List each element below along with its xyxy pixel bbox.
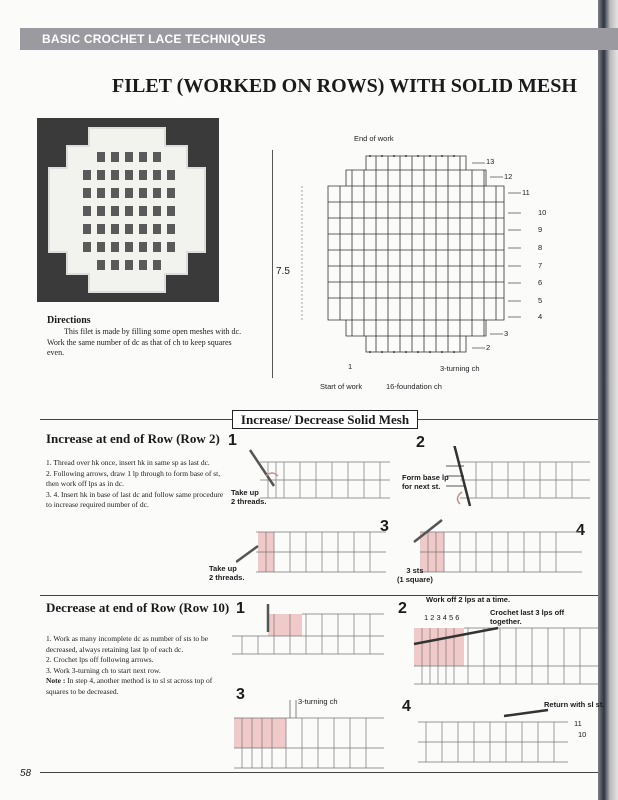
section-divider-decrease bbox=[40, 595, 598, 596]
vertical-divider bbox=[272, 150, 273, 378]
decrease-step-number-1: 1 bbox=[236, 600, 245, 617]
increase-step-number-4: 4 bbox=[576, 522, 585, 539]
increase-instructions bbox=[46, 458, 224, 511]
turning-ch-label: 3-turning ch bbox=[440, 364, 480, 373]
decrease-row-11: 11 bbox=[574, 719, 582, 728]
page-title: FILET (WORKED ON ROWS) WITH SOLID MESH bbox=[112, 75, 577, 97]
decrease-caption-counts: 1 2 3 4 5 6 bbox=[424, 613, 460, 622]
decrease-caption-return: Return with sl st. bbox=[544, 700, 605, 709]
decrease-caption-turning: 3-turning ch bbox=[298, 697, 338, 706]
row-13-label: 13 bbox=[486, 157, 495, 166]
section-header-bar bbox=[20, 28, 618, 50]
decrease-heading: Decrease at end of Row (Row 10) bbox=[46, 600, 230, 615]
decrease-row-10: 10 bbox=[578, 730, 587, 739]
row-9-label: 9 bbox=[538, 225, 543, 234]
page-edge-shadow bbox=[598, 0, 618, 800]
row-3-label: 3 bbox=[504, 329, 509, 338]
increase-step-3: 3. 4. Insert hk in base of last dc and follow same procedure to increase required number of dc. bbox=[46, 489, 224, 509]
directions-text: This filet is made by filling some open meshes with dc. Work the same number of dc as that of ch to keep squares even. bbox=[47, 327, 242, 357]
decrease-step-2: 2. Crochet lps off following arrows. bbox=[46, 655, 154, 664]
increase-caption-take-up-1: Take up 2 threads. bbox=[231, 488, 267, 506]
increase-step-2: 2. Following arrows, draw 1 lp through to form base of st, then work off lps as in dc. bbox=[46, 468, 221, 488]
start-of-work-label: Start of work bbox=[320, 382, 363, 391]
decrease-illustration-3 bbox=[234, 697, 384, 770]
decrease-step-number-3: 3 bbox=[236, 686, 245, 703]
increase-step-number-1: 1 bbox=[228, 432, 237, 449]
increase-caption-form-base: Form base lp for next st. bbox=[402, 473, 449, 491]
increase-caption-take-up-3: Take up 2 threads. bbox=[209, 564, 245, 582]
section-label: BASIC CROCHET LACE TECHNIQUES bbox=[42, 32, 266, 46]
row-4-label: 4 bbox=[538, 312, 543, 321]
row-12-label: 12 bbox=[504, 172, 513, 181]
increase-heading: Increase at end of Row (Row 2) bbox=[46, 431, 220, 446]
decrease-caption-crochet-last: Crochet last 3 lps off together. bbox=[490, 608, 565, 626]
bottom-rule bbox=[40, 772, 598, 773]
directions-heading: Directions bbox=[47, 315, 91, 326]
decrease-illustration-2 bbox=[408, 622, 598, 688]
row-7-label: 7 bbox=[538, 261, 543, 270]
increase-step-number-3: 3 bbox=[380, 518, 389, 535]
decrease-instructions bbox=[46, 634, 224, 697]
filet-chart bbox=[276, 130, 570, 395]
filet-photo bbox=[37, 118, 219, 302]
increase-illustration-3 bbox=[236, 518, 386, 584]
decrease-note-text: In step 4, another method is to sl st across top of squares to be decreased. bbox=[46, 676, 213, 696]
increase-step-number-2: 2 bbox=[416, 434, 425, 451]
decrease-illustration-1 bbox=[232, 604, 384, 668]
page-number: 58 bbox=[20, 768, 32, 779]
row-2-label: 2 bbox=[486, 343, 491, 352]
decrease-caption-work-off: Work off 2 lps at a time. bbox=[426, 595, 511, 604]
end-of-work-label: End of work bbox=[354, 134, 394, 143]
row-1-label: 1 bbox=[348, 362, 353, 371]
section-title: Increase/ Decrease Solid Mesh bbox=[232, 410, 418, 429]
decrease-note-label: Note : bbox=[46, 676, 66, 685]
size-label: 7.5 bbox=[276, 266, 290, 277]
filet-chart-grid bbox=[290, 130, 570, 395]
decrease-step-number-2: 2 bbox=[398, 600, 407, 617]
row-11-label: 11 bbox=[522, 188, 530, 197]
foundation-ch-label: 16-foundation ch bbox=[386, 382, 442, 391]
increase-step-1: 1. Thread over hk once, insert hk in same sp as last dc. bbox=[46, 458, 210, 467]
decrease-illustration-4 bbox=[418, 708, 568, 772]
row-6-label: 6 bbox=[538, 278, 543, 287]
section-divider-left bbox=[40, 419, 232, 420]
decrease-step-1: 1. Work as many incomplete dc as number of sts to be decreased, always retaining last lp of each dc. bbox=[46, 634, 209, 654]
row-5-label: 5 bbox=[538, 296, 543, 305]
decrease-step-3: 3. Work 3-turning ch to start next row. bbox=[46, 665, 161, 675]
filet-motif-image bbox=[37, 118, 219, 302]
section-divider-right bbox=[418, 419, 598, 420]
increase-illustration-4 bbox=[412, 518, 582, 584]
row-8-label: 8 bbox=[538, 243, 543, 252]
decrease-step-number-4: 4 bbox=[402, 698, 411, 715]
row-10-label: 10 bbox=[538, 208, 547, 217]
decrease-note bbox=[46, 676, 224, 697]
increase-illustration-2 bbox=[440, 446, 590, 510]
increase-caption-sts: 3 sts (1 square) bbox=[397, 566, 433, 584]
